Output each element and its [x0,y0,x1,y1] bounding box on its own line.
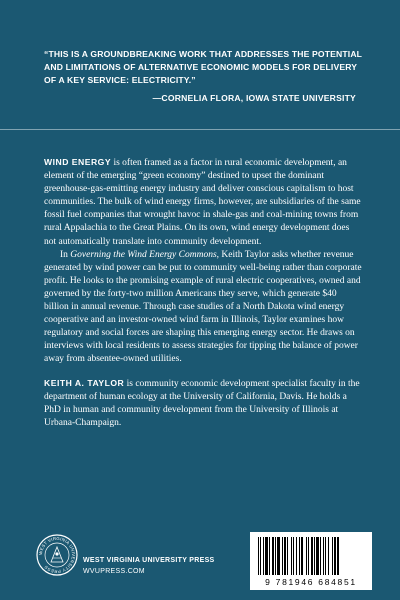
description-lead: WIND ENERGY [44,157,112,167]
description-p2-prefix: In [60,249,71,260]
description-p2-text: , Keith Taylor asks whether revenue generated by wind power can be put to community well-being rather than corporate profit. He looks to the promising example of rural electric cooperatives, owned and governed by the forty-two million Americans they serve, which generate $40 billion in annual revenue. Through case studies of a North Dakota wind energy cooperative and an investor-owned wind farm in Illinois, Taylor examines how regulatory and social forces are shaping this emerging energy sector. He draws on interviews with local residents to assess strategies for tipping the balance of power away from absentee-owned utilities. [44,249,362,365]
endorsement-quote: “THIS IS A GROUNDBREAKING WORK THAT ADDRESSES THE POTENTIAL AND LIMITATIONS OF ALTERNATIVE ECONOMIC MODELS FOR DELIVERY OF A KEY SERVICE: ELECTRICITY.” [44,49,362,85]
isbn-barcode [250,532,372,590]
isbn-number: 9 781946 684851 [265,577,357,587]
publisher-url: WVUPRESS.COM [83,568,145,575]
author-bio [44,377,362,430]
university-seal-logo [36,534,78,581]
publisher-name: WEST VIRGINIA UNIVERSITY PRESS [83,557,215,564]
section-divider [0,129,400,130]
quote-attribution: —CORNELIA FLORA, IOWA STATE UNIVERSITY [152,93,356,103]
book-title: Governing the Wind Energy Commons [70,249,217,260]
description-p1-text: is often framed as a factor in rural economic development, an element of the emerging “green economy” destined to upset the dominant greenhouse-gas-emitting energy industry and deliver conscious capitalism to host communities. The bulk of wind energy firms, however, are subsidiaries of the same fossil fuel companies that wrought havoc in shale-gas and coal-mining towns from rural Appalachia to the Great Plains. On its own, wind energy development does not automatically translate into community development. [44,158,361,247]
author-bio-text: is community economic development specialist faculty in the department of human ecology at the University of California, Davis. He holds a PhD in human and community development from the University of Illinois at Urbana-Champaign. [44,378,360,428]
description-paragraph-2 [44,249,362,367]
author-name: KEITH A. TAYLOR [44,377,125,388]
description-paragraph-1 [44,156,362,249]
barcode-bars [258,537,364,575]
back-cover-description [44,156,362,430]
svg-text:WEST VIRGINIA UNIVERSITY PRESS: WEST VIRGINIA UNIVERSITY PRESS [37,535,77,575]
